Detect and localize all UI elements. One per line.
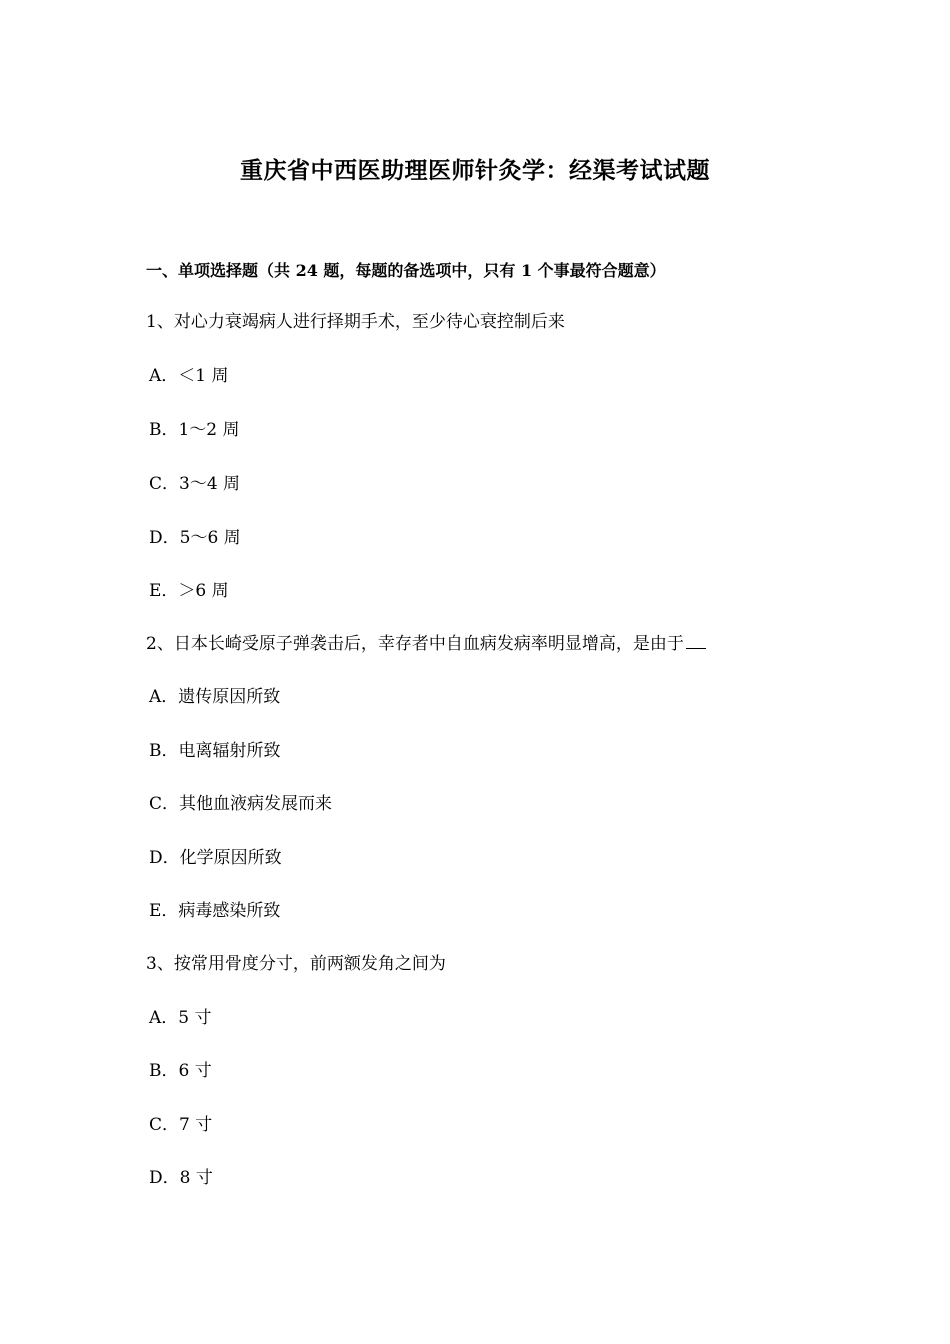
question-2-option-a: A．遗传原因所致 <box>149 687 281 707</box>
question-1-option-c: C．3～4 周 <box>149 474 241 494</box>
question-1-option-e: E．＞6 周 <box>149 581 229 601</box>
question-2-stem: 2、日本长崎受原子弹袭击后，幸存者中自血病发病率明显增高，是由于 <box>146 634 684 654</box>
question-2-stem-line <box>146 632 706 655</box>
section-header: 一、单项选择题（共 24 题，每题的备选项中，只有 1 个事最符合题意） <box>146 261 666 280</box>
question-3-option-d: D．8 寸 <box>149 1168 213 1188</box>
question-1-option-b: B．1～2 周 <box>149 420 240 440</box>
question-3-option-a: A．5 寸 <box>149 1008 212 1028</box>
question-2-option-e: E．病毒感染所致 <box>149 901 281 921</box>
question-3-option-b: B．6 寸 <box>149 1061 212 1081</box>
question-2-option-b: B．电离辐射所致 <box>149 741 281 761</box>
question-1-option-a: A．＜1 周 <box>149 366 229 386</box>
question-1-option-d: D．5～6 周 <box>149 528 241 548</box>
question-2-option-d: D．化学原因所致 <box>149 848 282 868</box>
question-3-option-c: C．7 寸 <box>149 1115 213 1135</box>
question-3-stem: 3、按常用骨度分寸，前两额发角之间为 <box>146 954 446 974</box>
answer-blank <box>686 632 706 649</box>
document-title: 重庆省中西医助理医师针灸学：经渠考试试题 <box>240 157 710 184</box>
question-1-stem: 1、对心力衰竭病人进行择期手术，至少待心衰控制后来 <box>146 312 565 332</box>
question-2-option-c: C．其他血液病发展而来 <box>149 794 333 814</box>
